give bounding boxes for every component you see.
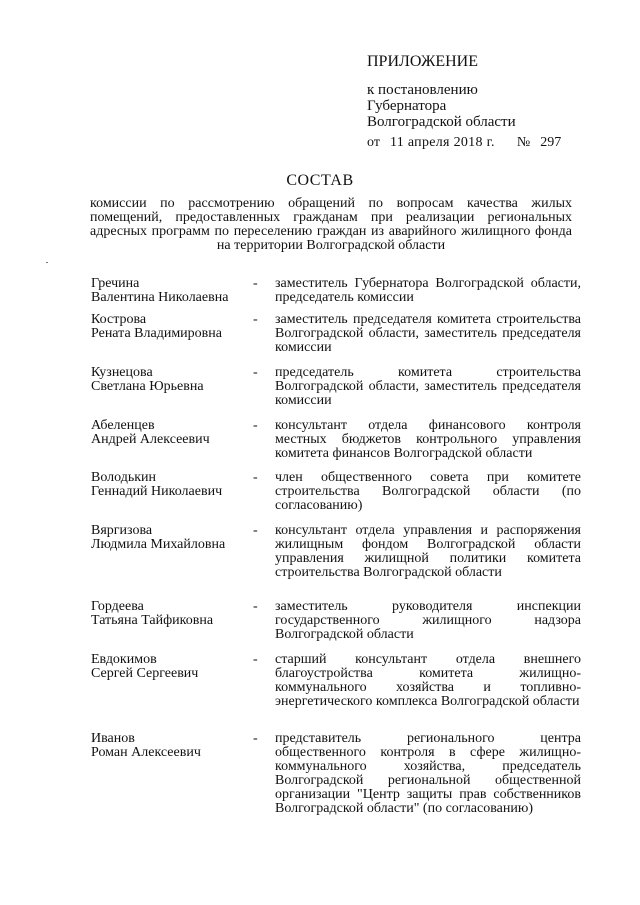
member-surname: Абеленцев xyxy=(91,418,155,433)
decree-reference xyxy=(367,135,561,151)
appendix-line: к постановлению xyxy=(367,82,478,98)
from-label: от xyxy=(367,135,380,150)
member-name xyxy=(91,277,253,305)
dash-separator: - xyxy=(253,276,258,291)
number-label: № xyxy=(516,135,531,150)
member-given-names: Сергей Сергеевич xyxy=(91,666,199,681)
appendix-title: ПРИЛОЖЕНИЕ xyxy=(367,53,479,70)
member-role: старший консультант отдела внешнего благоустройства комитета жилищно-коммунального хозяйства и топливно-энергетического комплекса Волгоградской области xyxy=(275,652,581,709)
member-surname: Гречина xyxy=(91,276,140,291)
decree-number: 297 xyxy=(540,135,562,150)
member-name xyxy=(91,366,253,394)
dash-separator: - xyxy=(253,652,258,667)
member-role: председатель комитета строительства Волгоградской области, заместитель председателя комиссии xyxy=(275,365,581,408)
member-name xyxy=(91,313,253,341)
member-surname: Кузнецова xyxy=(91,365,153,380)
member-surname: Вяргизова xyxy=(91,523,153,538)
dash-separator: - xyxy=(253,731,258,746)
member-role: представитель регионального центра общественного контроля в сфере жилищно-коммунального хозяйства, председатель Волгоградской региональной общественной организации "Центр защиты прав собственников Волгоградской области" (по согласованию) xyxy=(275,731,581,816)
member-entry xyxy=(91,653,581,732)
member-entry xyxy=(91,419,581,471)
dash-separator: - xyxy=(253,470,258,485)
member-name xyxy=(91,653,253,681)
dash-separator: - xyxy=(253,418,258,433)
member-role: консультант отдела управления и распоряжения жилищным фондом Волгоградской области управления жилищной политики комитета строительства Волгоградской области xyxy=(275,523,581,580)
member-given-names: Андрей Алексеевич xyxy=(91,432,210,447)
member-name xyxy=(91,419,253,447)
member-role: заместитель Губернатора Волгоградской области, председатель комиссии xyxy=(275,276,581,305)
members-list xyxy=(91,277,581,816)
dash-separator: - xyxy=(253,599,258,614)
member-name xyxy=(91,471,253,499)
member-given-names: Татьяна Тайфиковна xyxy=(91,613,214,628)
margin-mark xyxy=(46,262,48,263)
member-surname: Володькин xyxy=(91,470,157,485)
member-given-names: Геннадий Николаевич xyxy=(91,484,223,499)
member-role: заместитель председателя комитета строительства Волгоградской области, заместитель председателя комиссии xyxy=(275,312,581,355)
member-surname: Евдокимов xyxy=(91,652,157,667)
member-entry xyxy=(91,277,581,313)
member-given-names: Рената Владимировна xyxy=(91,326,222,341)
member-entry xyxy=(91,524,581,600)
member-surname: Гордеева xyxy=(91,599,144,614)
decree-date: 11 апреля 2018 г. xyxy=(389,135,495,150)
dash-separator: - xyxy=(253,523,258,538)
member-surname: Кострова xyxy=(91,312,147,327)
member-given-names: Людмила Михайловна xyxy=(91,537,226,552)
dash-separator: - xyxy=(253,365,258,380)
member-entry xyxy=(91,600,581,653)
member-role: консультант отдела финансового контроля местных бюджетов контрольного управления комитета финансов Волгоградской области xyxy=(275,418,581,461)
section-heading: СОСТАВ xyxy=(286,172,354,189)
member-role: заместитель руководителя инспекции государственного жилищного надзора Волгоградской области xyxy=(275,599,581,642)
member-given-names: Валентина Николаевна xyxy=(91,290,229,305)
member-entry xyxy=(91,732,581,816)
appendix-line: Волгоградской области xyxy=(367,114,516,130)
member-role: член общественного совета при комитете строительства Волгоградской области (по согласованию) xyxy=(275,470,581,513)
member-name xyxy=(91,732,253,760)
appendix-block xyxy=(367,54,516,130)
commission-purpose: комиссии по рассмотрению обращений по вопросам качества жилых помещений, предоставленных гражданам при реализации региональных адресных программ по переселению граждан из аварийного жилищного фонда на территории Волгоградской области xyxy=(90,196,572,253)
member-entry xyxy=(91,471,581,524)
member-entry xyxy=(91,313,581,366)
dash-separator: - xyxy=(253,312,258,327)
member-entry xyxy=(91,366,581,419)
member-given-names: Роман Алексеевич xyxy=(91,745,201,760)
member-name xyxy=(91,600,253,628)
appendix-line: Губернатора xyxy=(367,98,447,114)
member-given-names: Светлана Юрьевна xyxy=(91,379,204,394)
member-surname: Иванов xyxy=(91,731,135,746)
member-name xyxy=(91,524,253,552)
